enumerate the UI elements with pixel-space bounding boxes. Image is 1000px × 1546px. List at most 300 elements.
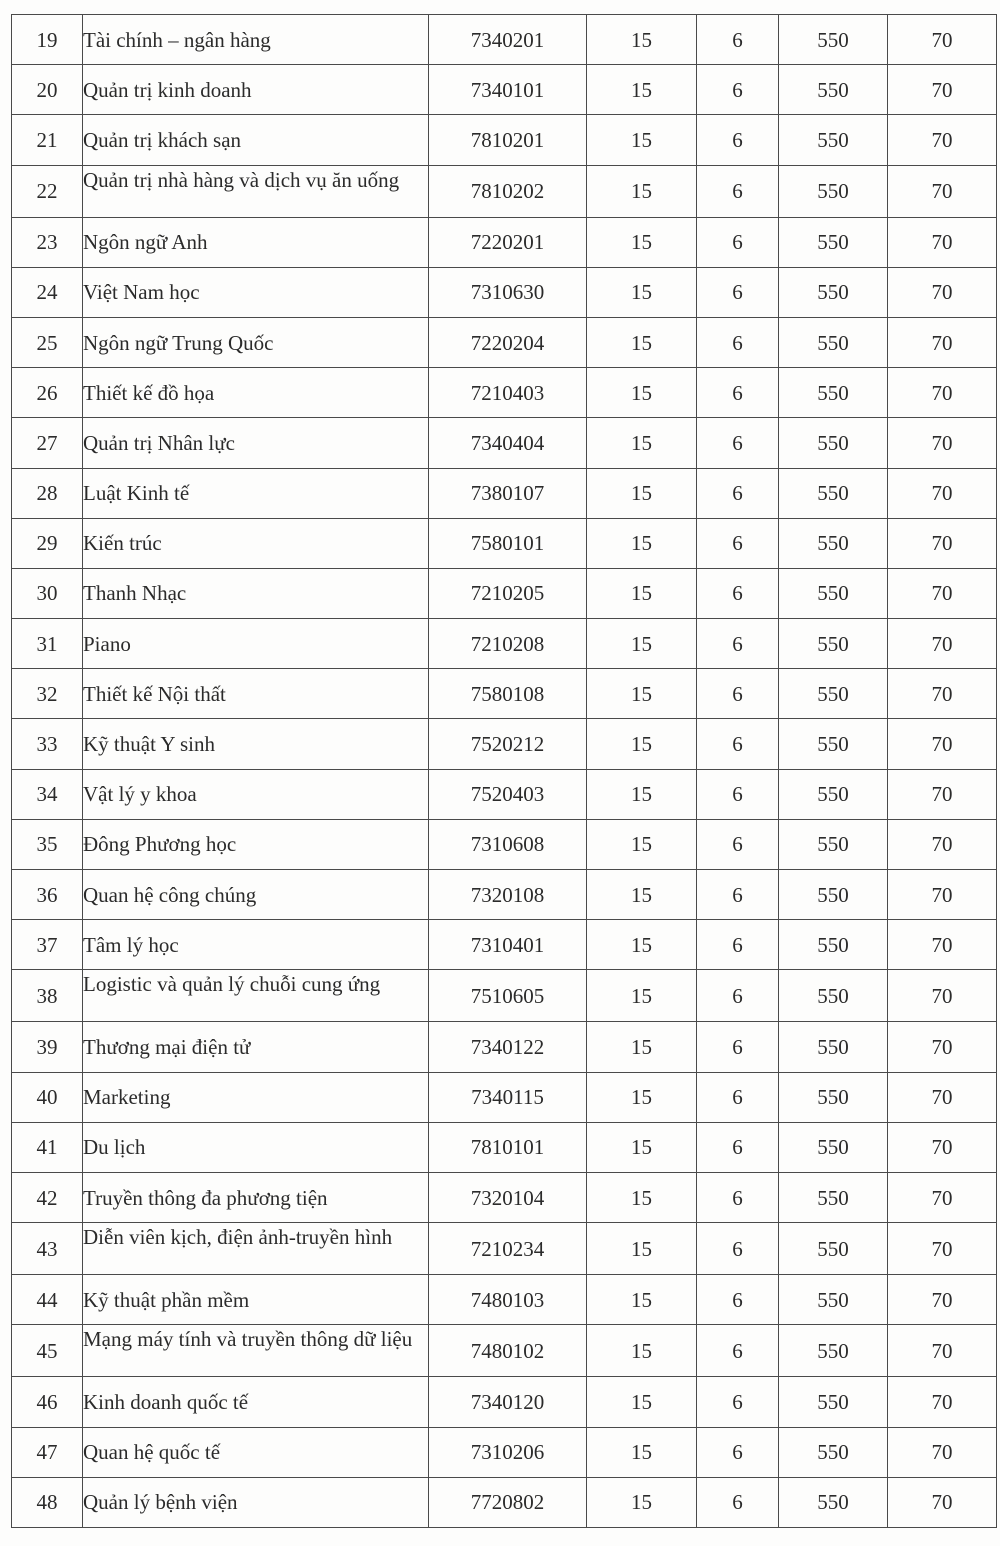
value-cell-4 (888, 669, 997, 719)
value-text-2: 6 (732, 581, 743, 606)
major-code-text: 7340120 (470, 1389, 545, 1414)
value-cell-2 (697, 468, 779, 518)
major-code-cell (429, 1022, 587, 1072)
value-cell-1 (587, 518, 697, 568)
table-row (12, 165, 997, 217)
value-text-1: 15 (631, 832, 652, 857)
value-text-2: 6 (732, 280, 743, 305)
value-cell-2 (697, 368, 779, 418)
row-number-text: 19 (36, 27, 58, 52)
value-text-2: 6 (732, 481, 743, 506)
value-text-3: 550 (817, 983, 849, 1008)
value-text-3: 550 (817, 1338, 849, 1363)
value-text-3: 550 (817, 1236, 849, 1261)
row-number-cell (12, 669, 83, 719)
value-cell-3 (779, 1427, 888, 1477)
value-cell-3 (779, 719, 888, 769)
value-cell-2 (697, 1477, 779, 1527)
major-code-cell (429, 719, 587, 769)
major-name-cell (83, 518, 429, 568)
row-number-cell (12, 15, 83, 65)
row-number-cell (12, 1122, 83, 1172)
major-name-cell (83, 1223, 429, 1275)
row-number-cell (12, 115, 83, 165)
row-number-text: 28 (36, 481, 58, 506)
value-cell-4 (888, 568, 997, 618)
major-name-text: Quản trị khách sạn (83, 127, 242, 152)
value-cell-2 (697, 719, 779, 769)
value-text-2: 6 (732, 531, 743, 556)
major-code-text: 7580108 (470, 681, 545, 706)
major-name-cell (83, 418, 429, 468)
value-cell-2 (697, 669, 779, 719)
value-cell-4 (888, 15, 997, 65)
row-number-text: 46 (36, 1389, 58, 1414)
value-cell-1 (587, 368, 697, 418)
value-cell-3 (779, 1377, 888, 1427)
major-name-cell (83, 115, 429, 165)
major-name-text: Ngôn ngữ Trung Quốc (83, 330, 274, 355)
major-name-text: Du lịch (83, 1135, 146, 1160)
value-cell-4 (888, 970, 997, 1022)
table-row (12, 669, 997, 719)
value-text-1: 15 (631, 932, 652, 957)
value-cell-1 (587, 1122, 697, 1172)
table-row (12, 1022, 997, 1072)
row-number-text: 35 (36, 832, 58, 857)
value-cell-4 (888, 719, 997, 769)
table-row (12, 1275, 997, 1325)
value-text-4: 70 (931, 932, 953, 957)
major-code-text: 7210205 (470, 581, 545, 606)
table-row (12, 1477, 997, 1527)
table-row (12, 15, 997, 65)
major-name-text: Đông Phương học (83, 832, 237, 857)
value-text-3: 550 (817, 581, 849, 606)
value-text-2: 6 (732, 1034, 743, 1059)
value-text-2: 6 (732, 380, 743, 405)
value-text-2: 6 (732, 330, 743, 355)
major-name-cell (83, 1427, 429, 1477)
major-code-text: 7810101 (470, 1135, 545, 1160)
major-code-cell (429, 819, 587, 869)
major-name-text: Marketing (83, 1085, 171, 1110)
value-text-2: 6 (732, 127, 743, 152)
value-cell-3 (779, 1022, 888, 1072)
value-cell-2 (697, 1275, 779, 1325)
value-text-3: 550 (817, 1287, 849, 1312)
row-number-cell (12, 1477, 83, 1527)
major-code-cell (429, 1172, 587, 1222)
value-text-1: 15 (631, 1034, 652, 1059)
row-number-cell (12, 619, 83, 669)
major-code-text: 7340122 (470, 1034, 545, 1059)
value-text-3: 550 (817, 27, 849, 52)
row-number-cell (12, 870, 83, 920)
value-text-4: 70 (931, 380, 953, 405)
major-code-text: 7340101 (470, 77, 545, 102)
value-text-3: 550 (817, 1135, 849, 1160)
value-cell-4 (888, 1275, 997, 1325)
major-name-text: Diễn viên kịch, điện ảnh-truyền hình (83, 1225, 393, 1250)
major-name-text: Mạng máy tính và truyền thông dữ liệu (83, 1327, 413, 1352)
major-name-cell (83, 568, 429, 618)
majors-table-body (12, 15, 997, 1528)
major-code-cell (429, 468, 587, 518)
major-name-cell (83, 719, 429, 769)
value-text-2: 6 (732, 983, 743, 1008)
value-text-3: 550 (817, 1440, 849, 1465)
major-name-text: Thiết kế Nội thất (83, 681, 226, 706)
value-text-1: 15 (631, 280, 652, 305)
row-number-cell (12, 769, 83, 819)
value-cell-3 (779, 1325, 888, 1377)
major-name-cell (83, 920, 429, 970)
value-cell-1 (587, 1072, 697, 1122)
value-text-4: 70 (931, 1440, 953, 1465)
table-row (12, 568, 997, 618)
value-cell-3 (779, 819, 888, 869)
value-cell-1 (587, 217, 697, 267)
major-code-cell (429, 1325, 587, 1377)
value-cell-4 (888, 1325, 997, 1377)
major-name-text: Kinh doanh quốc tế (83, 1389, 249, 1414)
major-code-text: 7310401 (470, 932, 545, 957)
major-code-text: 7210234 (470, 1236, 545, 1261)
value-cell-3 (779, 65, 888, 115)
value-text-4: 70 (931, 127, 953, 152)
value-cell-4 (888, 317, 997, 367)
row-number-cell (12, 970, 83, 1022)
value-cell-2 (697, 619, 779, 669)
value-cell-1 (587, 1325, 697, 1377)
value-cell-3 (779, 418, 888, 468)
major-name-cell (83, 1377, 429, 1427)
value-text-3: 550 (817, 832, 849, 857)
major-code-cell (429, 217, 587, 267)
value-cell-4 (888, 1427, 997, 1477)
value-text-4: 70 (931, 1185, 953, 1210)
major-code-text: 7720802 (470, 1490, 545, 1515)
value-cell-2 (697, 970, 779, 1022)
row-number-cell (12, 518, 83, 568)
value-cell-2 (697, 418, 779, 468)
row-number-text: 30 (36, 581, 58, 606)
major-code-text: 7340115 (471, 1085, 544, 1110)
major-code-text: 7210403 (470, 380, 545, 405)
row-number-text: 43 (36, 1236, 58, 1261)
major-code-text: 7320108 (470, 882, 545, 907)
value-cell-3 (779, 115, 888, 165)
value-cell-1 (587, 267, 697, 317)
value-text-4: 70 (931, 430, 953, 455)
value-cell-1 (587, 317, 697, 367)
value-cell-1 (587, 1275, 697, 1325)
value-text-1: 15 (631, 330, 652, 355)
row-number-text: 41 (36, 1135, 58, 1160)
major-name-cell (83, 1072, 429, 1122)
value-text-4: 70 (931, 732, 953, 757)
major-code-text: 7480103 (470, 1287, 545, 1312)
row-number-text: 36 (36, 882, 58, 907)
value-cell-2 (697, 1325, 779, 1377)
majors-table (11, 14, 997, 1528)
major-name-cell (83, 368, 429, 418)
major-name-cell (83, 65, 429, 115)
value-text-2: 6 (732, 179, 743, 204)
major-code-cell (429, 970, 587, 1022)
row-number-text: 23 (36, 230, 58, 255)
major-name-text: Quan hệ công chúng (83, 882, 257, 907)
major-code-text: 7520403 (470, 782, 545, 807)
value-cell-4 (888, 769, 997, 819)
value-cell-1 (587, 619, 697, 669)
value-text-4: 70 (931, 330, 953, 355)
table-row (12, 217, 997, 267)
major-code-text: 7220204 (470, 330, 545, 355)
row-number-cell (12, 217, 83, 267)
value-text-2: 6 (732, 1440, 743, 1465)
value-cell-2 (697, 1022, 779, 1072)
value-text-2: 6 (732, 1135, 743, 1160)
value-text-3: 550 (817, 882, 849, 907)
row-number-text: 27 (36, 430, 58, 455)
value-cell-4 (888, 1172, 997, 1222)
major-code-text: 7810202 (470, 179, 545, 204)
table-row (12, 65, 997, 115)
value-text-1: 15 (631, 631, 652, 656)
value-cell-3 (779, 669, 888, 719)
major-code-cell (429, 1377, 587, 1427)
major-name-text: Piano (83, 631, 131, 656)
value-text-1: 15 (631, 882, 652, 907)
value-cell-4 (888, 920, 997, 970)
major-code-text: 7380107 (470, 481, 545, 506)
table-row (12, 819, 997, 869)
value-text-1: 15 (631, 481, 652, 506)
major-name-cell (83, 669, 429, 719)
value-text-2: 6 (732, 932, 743, 957)
value-text-4: 70 (931, 832, 953, 857)
major-name-cell (83, 819, 429, 869)
table-row (12, 769, 997, 819)
table-row (12, 719, 997, 769)
table-row (12, 418, 997, 468)
major-name-cell (83, 619, 429, 669)
value-cell-4 (888, 165, 997, 217)
value-text-4: 70 (931, 1135, 953, 1160)
value-cell-1 (587, 568, 697, 618)
major-name-text: Vật lý y khoa (83, 782, 197, 807)
major-code-text: 7480102 (470, 1338, 545, 1363)
value-text-3: 550 (817, 77, 849, 102)
major-code-text: 7510605 (470, 983, 545, 1008)
row-number-text: 22 (36, 179, 58, 204)
major-code-cell (429, 115, 587, 165)
value-cell-2 (697, 1377, 779, 1427)
major-code-cell (429, 920, 587, 970)
value-cell-4 (888, 819, 997, 869)
major-code-text: 7810201 (470, 127, 545, 152)
value-text-3: 550 (817, 631, 849, 656)
value-text-4: 70 (931, 179, 953, 204)
value-cell-2 (697, 568, 779, 618)
value-text-4: 70 (931, 581, 953, 606)
value-text-3: 550 (817, 732, 849, 757)
table-row (12, 468, 997, 518)
row-number-cell (12, 920, 83, 970)
row-number-text: 47 (36, 1440, 58, 1465)
major-name-cell (83, 267, 429, 317)
value-text-4: 70 (931, 983, 953, 1008)
value-cell-3 (779, 769, 888, 819)
value-text-4: 70 (931, 1338, 953, 1363)
value-text-4: 70 (931, 882, 953, 907)
value-text-2: 6 (732, 882, 743, 907)
row-number-cell (12, 819, 83, 869)
value-cell-1 (587, 870, 697, 920)
table-row (12, 518, 997, 568)
major-code-cell (429, 518, 587, 568)
major-code-text: 7210208 (470, 631, 545, 656)
major-name-text: Luật Kinh tế (83, 481, 190, 506)
value-text-2: 6 (732, 1287, 743, 1312)
row-number-text: 39 (36, 1034, 58, 1059)
value-cell-2 (697, 1122, 779, 1172)
row-number-text: 20 (36, 77, 58, 102)
row-number-text: 21 (36, 127, 58, 152)
value-cell-4 (888, 870, 997, 920)
value-cell-2 (697, 217, 779, 267)
major-name-cell (83, 1477, 429, 1527)
value-cell-1 (587, 819, 697, 869)
value-text-4: 70 (931, 1389, 953, 1414)
major-name-cell (83, 1325, 429, 1377)
value-cell-2 (697, 317, 779, 367)
major-code-cell (429, 1223, 587, 1275)
major-name-text: Quản trị kinh doanh (83, 77, 252, 102)
value-cell-2 (697, 1427, 779, 1477)
row-number-cell (12, 368, 83, 418)
row-number-cell (12, 65, 83, 115)
row-number-cell (12, 1022, 83, 1072)
value-text-3: 550 (817, 380, 849, 405)
major-code-cell (429, 15, 587, 65)
major-code-cell (429, 317, 587, 367)
value-text-1: 15 (631, 1490, 652, 1515)
table-row (12, 368, 997, 418)
value-text-1: 15 (631, 27, 652, 52)
major-code-text: 7340201 (470, 27, 545, 52)
value-text-3: 550 (817, 531, 849, 556)
value-cell-1 (587, 165, 697, 217)
major-code-cell (429, 568, 587, 618)
value-text-3: 550 (817, 1185, 849, 1210)
value-text-3: 550 (817, 280, 849, 305)
value-text-2: 6 (732, 732, 743, 757)
value-text-2: 6 (732, 1185, 743, 1210)
value-cell-1 (587, 15, 697, 65)
value-text-1: 15 (631, 581, 652, 606)
value-text-4: 70 (931, 1034, 953, 1059)
major-code-cell (429, 1072, 587, 1122)
value-cell-2 (697, 769, 779, 819)
value-cell-1 (587, 920, 697, 970)
row-number-cell (12, 267, 83, 317)
major-code-cell (429, 619, 587, 669)
table-row (12, 317, 997, 367)
value-cell-2 (697, 15, 779, 65)
major-name-cell (83, 317, 429, 367)
value-text-1: 15 (631, 681, 652, 706)
major-name-text: Quản trị Nhân lực (83, 430, 235, 455)
major-name-cell (83, 769, 429, 819)
row-number-cell (12, 568, 83, 618)
value-cell-1 (587, 1172, 697, 1222)
value-text-2: 6 (732, 1389, 743, 1414)
value-text-4: 70 (931, 481, 953, 506)
value-cell-3 (779, 518, 888, 568)
major-code-text: 7340404 (470, 430, 545, 455)
row-number-text: 31 (36, 631, 58, 656)
value-text-1: 15 (631, 179, 652, 204)
major-code-cell (429, 870, 587, 920)
value-text-3: 550 (817, 481, 849, 506)
major-name-text: Thương mại điện tử (83, 1034, 251, 1059)
major-name-cell (83, 1275, 429, 1325)
major-code-text: 7310630 (470, 280, 545, 305)
value-cell-1 (587, 1022, 697, 1072)
row-number-text: 42 (36, 1185, 58, 1210)
value-text-2: 6 (732, 1490, 743, 1515)
value-text-2: 6 (732, 27, 743, 52)
row-number-text: 33 (36, 732, 58, 757)
value-text-3: 550 (817, 330, 849, 355)
major-name-cell (83, 468, 429, 518)
value-cell-1 (587, 769, 697, 819)
value-text-1: 15 (631, 230, 652, 255)
table-row (12, 115, 997, 165)
value-cell-2 (697, 165, 779, 217)
major-code-text: 7580101 (470, 531, 545, 556)
value-text-1: 15 (631, 531, 652, 556)
table-row (12, 267, 997, 317)
value-text-2: 6 (732, 77, 743, 102)
table-row (12, 920, 997, 970)
value-text-4: 70 (931, 27, 953, 52)
value-text-1: 15 (631, 1135, 652, 1160)
value-cell-3 (779, 165, 888, 217)
value-cell-1 (587, 1223, 697, 1275)
row-number-text: 29 (36, 531, 58, 556)
major-code-cell (429, 769, 587, 819)
value-cell-4 (888, 418, 997, 468)
value-text-3: 550 (817, 1034, 849, 1059)
major-name-text: Thanh Nhạc (83, 581, 187, 606)
value-cell-3 (779, 1477, 888, 1527)
value-cell-1 (587, 115, 697, 165)
major-code-cell (429, 1477, 587, 1527)
value-text-1: 15 (631, 1440, 652, 1465)
row-number-text: 24 (36, 280, 58, 305)
value-cell-4 (888, 65, 997, 115)
major-name-cell (83, 165, 429, 217)
value-text-3: 550 (817, 1389, 849, 1414)
major-name-text: Truyền thông đa phương tiện (83, 1185, 328, 1210)
value-text-1: 15 (631, 1338, 652, 1363)
value-text-3: 550 (817, 681, 849, 706)
table-row (12, 1427, 997, 1477)
